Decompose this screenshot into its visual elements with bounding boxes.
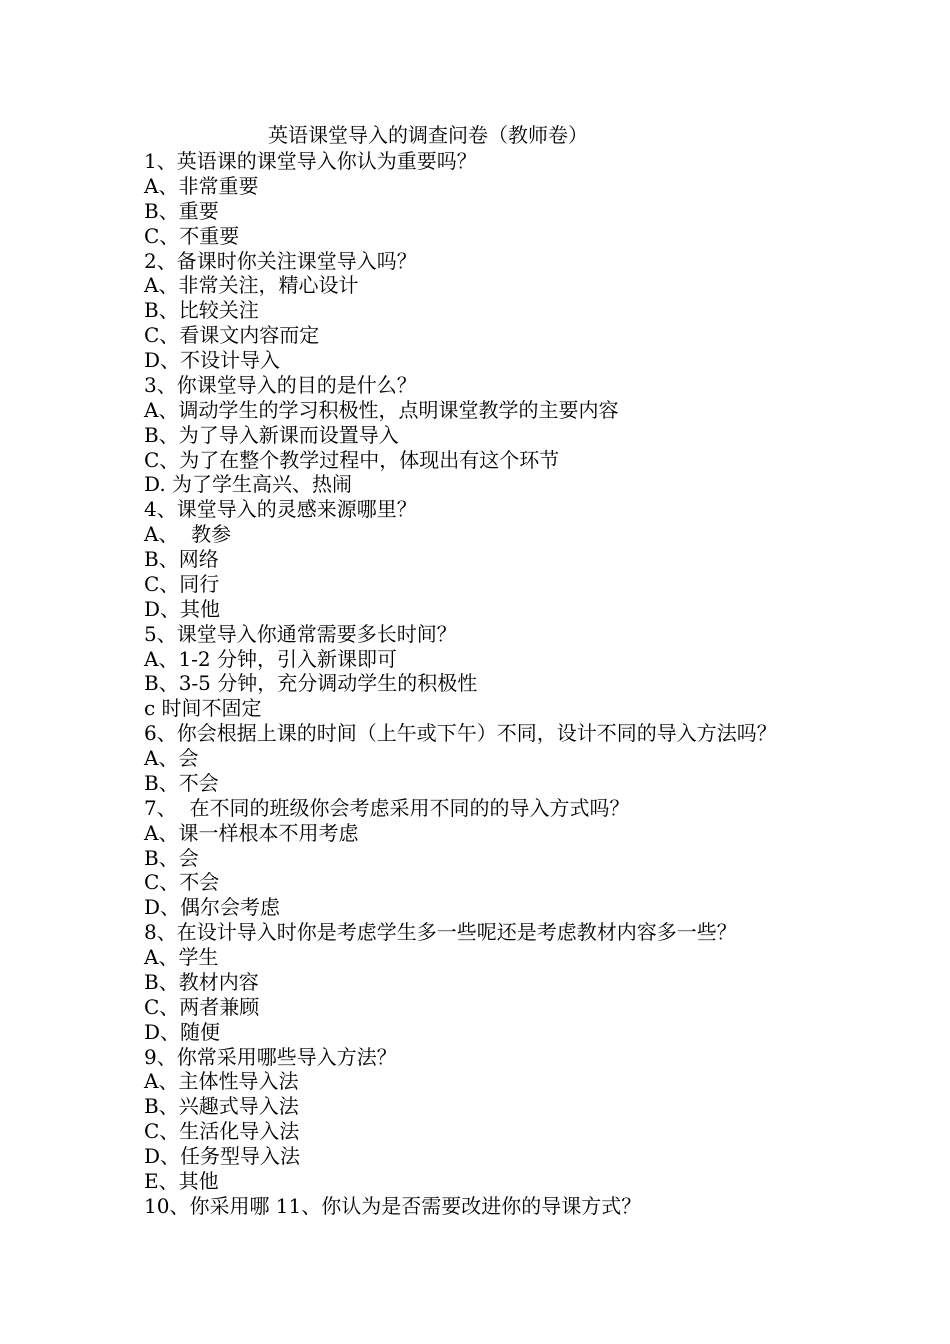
option-line: B、重要 xyxy=(144,198,219,223)
option-line: C、不重要 xyxy=(144,223,240,248)
option-line: D、不设计导入 xyxy=(144,348,281,372)
option-line: A、课一样根本不用考虑 xyxy=(144,820,359,845)
option-line: D、其他 xyxy=(144,596,221,621)
option-line: D、偶尔会考虑 xyxy=(144,895,281,920)
option-line: A、1-2 分钟，引入新课即可 xyxy=(144,646,398,671)
question-3: 3、你课堂导入的目的是什么？ xyxy=(144,372,417,397)
option-line: A、非常重要 xyxy=(144,173,259,198)
option-line: C、不会 xyxy=(144,870,220,895)
option-line: c 时间不固定 xyxy=(144,696,262,721)
option-line: B、兴趣式导入法 xyxy=(144,1094,299,1119)
question-10-11: 10、你采用哪 11、你认为是否需要改进你的导课方式？ xyxy=(144,1193,642,1218)
option-line: A、主体性导入法 xyxy=(144,1069,299,1094)
question-6: 6、你会根据上课的时间（上午或下午）不同，设计不同的导入方法吗？ xyxy=(144,721,777,746)
question-5: 5、课堂导入你通常需要多长时间？ xyxy=(144,621,457,646)
option-line: D. 为了学生高兴、热闹 xyxy=(144,472,353,497)
option-line: C、同行 xyxy=(144,571,220,596)
option-line: A、 教参 xyxy=(144,522,232,547)
question-9: 9、你常采用哪些导入方法？ xyxy=(144,1044,397,1069)
question-2: 2、备课时你关注课堂导入吗？ xyxy=(144,248,417,273)
option-line: A、学生 xyxy=(144,945,219,969)
option-line: C、生活化导入法 xyxy=(144,1119,300,1144)
option-line: A、会 xyxy=(144,746,199,770)
option-line: B、教材内容 xyxy=(144,969,259,994)
document-title: 英语课堂导入的调查问卷（教师卷） xyxy=(268,123,588,147)
option-line: C、两者兼顾 xyxy=(144,994,260,1019)
question-1: 1、英语课的课堂导入你认为重要吗？ xyxy=(144,149,477,173)
option-line: B、比较关注 xyxy=(144,298,259,323)
option-line: B、会 xyxy=(144,845,199,870)
option-line: C、看课文内容而定 xyxy=(144,323,320,348)
option-line: D、任务型导入法 xyxy=(144,1144,301,1168)
question-7: 7、 在不同的班级你会考虑采用不同的的导入方式吗？ xyxy=(144,795,630,820)
question-4: 4、课堂导入的灵感来源哪里？ xyxy=(144,497,417,522)
questionnaire-body xyxy=(144,149,924,1219)
option-line: B、3-5 分钟，充分调动学生的积极性 xyxy=(144,671,478,696)
option-line: B、不会 xyxy=(144,770,219,795)
option-line: B、为了导入新课而设置导入 xyxy=(144,422,399,447)
option-line: B、网络 xyxy=(144,547,219,571)
question-8: 8、在设计导入时你是考虑学生多一些呢还是考虑教材内容多一些？ xyxy=(144,920,737,945)
option-line: C、为了在整个教学过程中，体现出有这个环节 xyxy=(144,447,560,472)
option-line: A、非常关注，精心设计 xyxy=(144,273,359,298)
option-line: D、随便 xyxy=(144,1019,221,1044)
option-line: A、调动学生的学习积极性，点明课堂教学的主要内容 xyxy=(144,397,619,422)
option-line: E、其他 xyxy=(144,1168,219,1193)
